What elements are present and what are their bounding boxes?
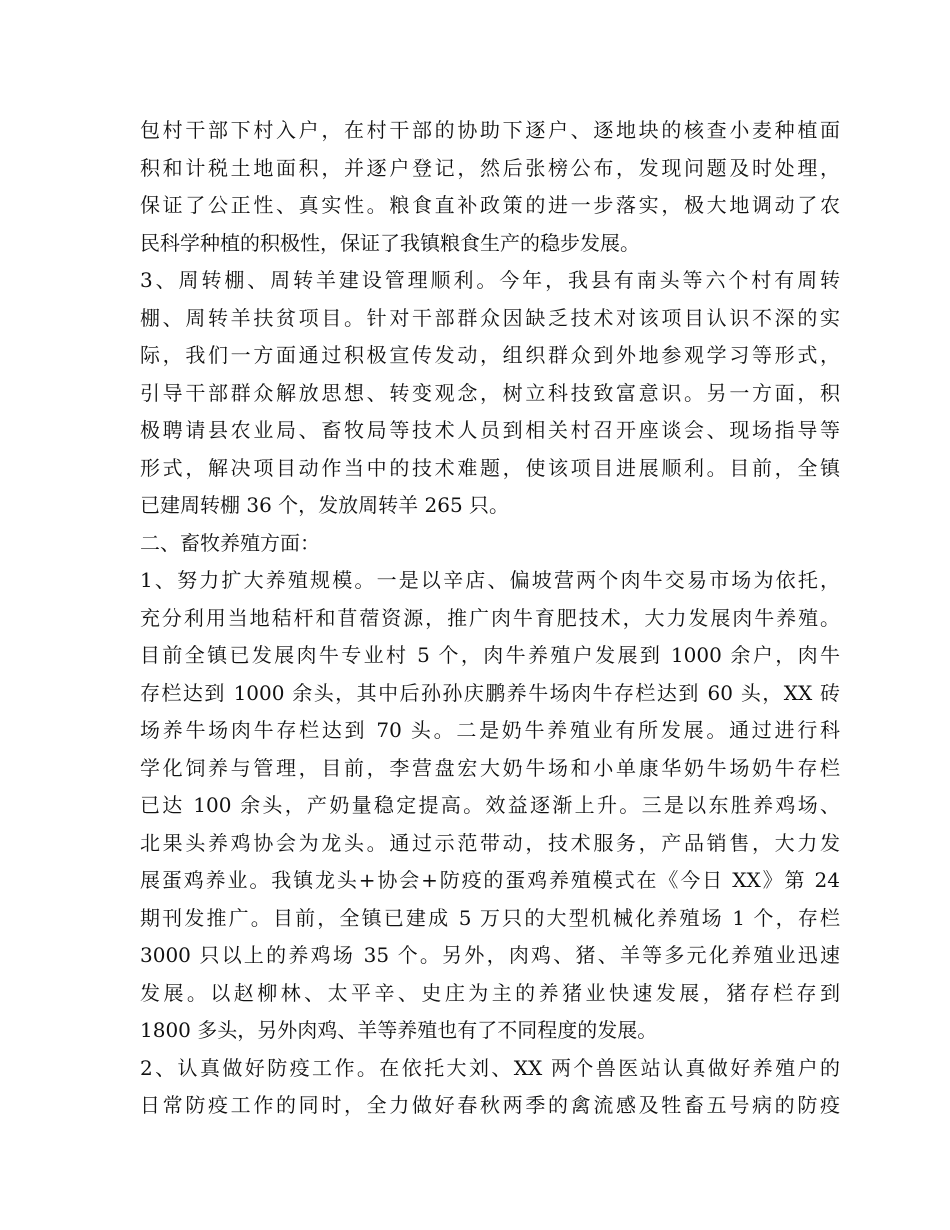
text-line: 民科学种植的积极性，保证了我镇粮食生产的稳步发展。 — [140, 230, 640, 255]
text-line: 已达 100 余头，产奶量稳定提高。效益逐渐上升。三是以东胜养鸡场、 — [140, 793, 840, 817]
text-line: 发展。以赵柳林、太平辛、史庄为主的养猪业快速发展，猪存栏存到 — [140, 980, 840, 1005]
text-line: 存栏达到 1000 余头，其中后孙孙庆鹏养牛场肉牛存栏达到 60 头，XX 砖 — [140, 680, 840, 705]
text-line: 1800 多头，另外肉鸡、羊等养殖也有了不同程度的发展。 — [140, 1018, 658, 1042]
text-line: 学化饲养与管理，目前，李营盘宏大奶牛场和小单康华奶牛场奶牛存栏 — [140, 755, 840, 780]
text-line: 积和计税土地面积，并逐户登记，然后张榜公布，发现问题及时处理， — [140, 155, 840, 180]
text-line: 日常防疫工作的同时，全力做好春秋两季的禽流感及牲畜五号病的防疫 — [140, 1093, 840, 1117]
text-line: 包村干部下村入户，在村干部的协助下逐户、逐地块的核查小麦种植面 — [140, 118, 840, 142]
text-line: 保证了公正性、真实性。粮食直补政策的进一步落实，极大地调动了农 — [140, 193, 840, 217]
text-line: 场养牛场肉牛存栏达到 70 头。二是奶牛养殖业有所发展。通过进行科 — [140, 718, 840, 742]
text-line: 1、努力扩大养殖规模。一是以辛店、偏坡营两个肉牛交易市场为依托， — [140, 568, 840, 592]
body-text — [140, 112, 840, 1125]
text-line: 极聘请县农业局、畜牧局等技术人员到相关村召开座谈会、现场指导等 — [140, 418, 840, 442]
text-line: 已建周转棚 36 个，发放周转羊 265 只。 — [140, 493, 510, 517]
text-line: 2、认真做好防疫工作。在依托大刘、XX 两个兽医站认真做好养殖户的 — [140, 1055, 840, 1080]
text-line: 目前全镇已发展肉牛专业村 5 个，肉牛养殖户发展到 1000 余户，肉牛 — [140, 643, 840, 667]
text-line: 棚、周转羊扶贫项目。针对干部群众因缺乏技术对该项目认识不深的实 — [140, 305, 840, 330]
text-line: 期刊发推广。目前，全镇已建成 5 万只的大型机械化养殖场 1 个，存栏 — [140, 905, 840, 930]
text-line: 引导干部群众解放思想、转变观念，树立科技致富意识。另一方面，积 — [140, 380, 840, 405]
text-line: 3、周转棚、周转羊建设管理顺利。今年，我县有南头等六个村有周转 — [140, 268, 840, 292]
text-line: 充分利用当地秸杆和苜蓿资源，推广肉牛育肥技术，大力发展肉牛养殖。 — [140, 605, 840, 630]
section-heading: 二、畜牧养殖方面： — [140, 530, 320, 555]
text-line: 北果头养鸡协会为龙头。通过示范带动，技术服务，产品销售，大力发 — [140, 830, 840, 855]
text-line: 形式，解决项目动作当中的技术难题，使该项目进展顺利。目前，全镇 — [140, 455, 840, 480]
text-line: 际，我们一方面通过积极宣传发动，组织群众到外地参观学习等形式， — [140, 343, 840, 367]
text-line: 3000 只以上的养鸡场 35 个。另外，肉鸡、猪、羊等多元化养殖业迅速 — [140, 943, 840, 967]
text-line: 展蛋鸡养业。我镇龙头+协会+防疫的蛋鸡养殖模式在《今日 XX》第 24 — [140, 868, 840, 892]
